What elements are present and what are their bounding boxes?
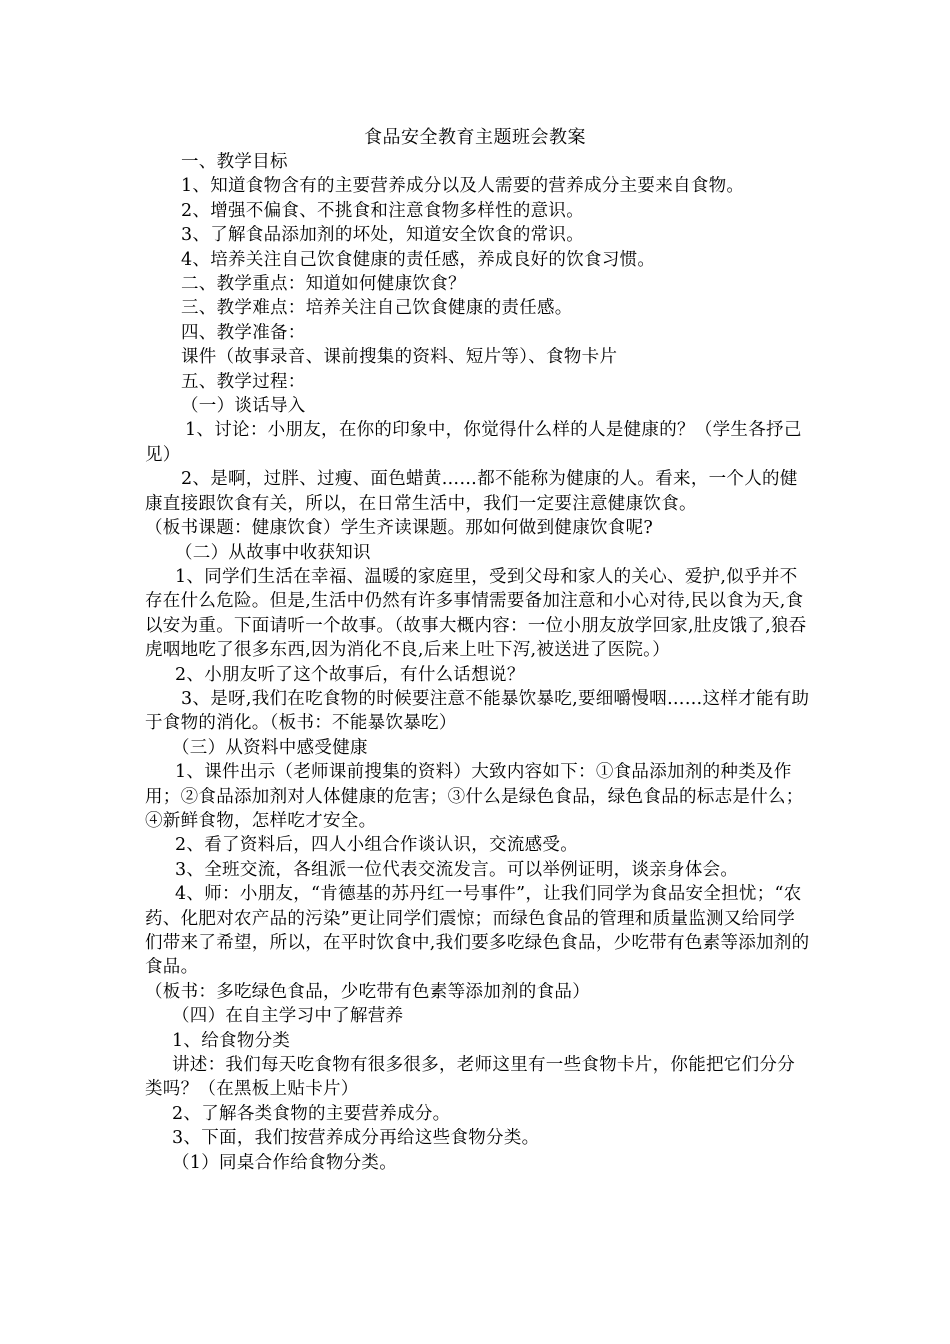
paragraph-teacher-remarks: 4、师：小朋友，“肯德基的苏丹红一号事件”，让我们同学为食品安全担忧；“农药、化肥对农产品的污染”更让同学们震惊；而绿色食品的管理和质量监测又给同学们带来了希望，所以，在平时饮食中,我们要多吃绿色食品，少吃带有色素等添加剂的食品。 [145,884,810,978]
paragraph-healthy-diet: 2、是啊，过胖、过瘦、面色蜡黄……都不能称为健康的人。看来，一个人的健康直接跟饮食有关，所以，在日常生活中，我们一定要注意健康饮食。 [145,469,798,514]
paragraph-courseware: 1、课件出示（老师课前搜集的资料）大致内容如下：①食品添加剂的种类及作用；②食品添加剂对人体健康的危害；③什么是绿色食品，绿色食品的标志是什么；④新鲜食物，怎样吃才安全。 [145,762,804,831]
preparation-materials: 课件（故事录音、课前搜集的资料、短片等）、食物卡片 [181,347,618,368]
section-heading-process: 五、教学过程： [181,371,306,392]
section-heading-key-points: 二、教学重点：知道如何健康饮食？ [181,274,466,295]
objective-item-4: 4、培养关注自己饮食健康的责任感，养成良好的饮食习惯。 [181,249,656,270]
paragraph-pair-work: （1）同桌合作给食物分类。 [172,1152,398,1173]
subsection-heading-nutrition: （四）在自主学习中了解营养 [172,1006,404,1027]
subsection-heading-story: （二）从故事中收获知识 [175,542,371,563]
paragraph-narration: 讲述：我们每天吃食物有很多很多，老师这里有一些食物卡片，你能把它们分分类吗？（在黑板上贴卡片） [145,1055,795,1100]
objective-item-1: 1、知道食物含有的主要营养成分以及人需要的营养成分主要来自食物。 [181,176,745,197]
document-title: 食品安全教育主题班会教案 [364,127,586,148]
paragraph-reclassify: 3、下面，我们按营养成分再给这些食物分类。 [172,1128,540,1149]
paragraph-nutrients: 2、了解各类食物的主要营养成分。 [172,1103,451,1124]
objective-item-3: 3、了解食品添加剂的坏处，知道安全饮食的常识。 [181,225,585,246]
section-heading-difficulties: 三、教学难点：培养关注自己饮食健康的责任感。 [181,298,573,319]
paragraph-board-topic: （板书课题：健康饮食）学生齐读课题。那如何做到健康饮食呢? [145,518,654,539]
document-body [145,150,810,1175]
paragraph-class-exchange: 3、全班交流，各组派一位代表交流发言。可以举例证明，谈亲身体会。 [175,859,739,880]
objective-item-2: 2、增强不偏食、不挑食和注意食物多样性的意识。 [181,200,585,221]
subsection-heading-materials: （三）从资料中感受健康 [172,737,368,758]
paragraph-eating-slowly: 3、是呀,我们在吃食物的时候要注意不能暴饮暴吃,要细嚼慢咽……这样才能有助于食物的消化。（板书：不能暴饮暴吃） [145,688,810,734]
section-heading-objectives: 一、教学目标 [181,152,288,172]
paragraph-classify-food: 1、给食物分类 [172,1030,291,1051]
subsection-heading-intro: （一）谈话导入 [181,396,306,417]
section-heading-preparation: 四、教学准备： [181,322,306,343]
paragraph-discussion: 1、讨论：小朋友，在你的印象中，你觉得什么样的人是健康的？（学生各抒己见） [145,420,802,465]
paragraph-story: 1、同学们生活在幸福、温暖的家庭里，受到父母和家人的关心、爱护,似乎并不存在什么危险。但是,生活中仍然有许多事情需要备加注意和小心对待,民以食为天,食以安为重。下面请听一个故事。（故事大概内容：一位小朋友放学回家,肚皮饿了,狼吞虎咽地吃了很多东西,因为消化不良,后来上吐下泻,被送进了医院。） [145,566,807,661]
paragraph-board-green-food: （板书：多吃绿色食品，少吃带有色素等添加剂的食品） [145,981,590,1002]
paragraph-group-work: 2、看了资料后，四人小组合作谈认识，交流感受。 [175,835,579,856]
paragraph-story-question: 2、小朋友听了这个故事后，有什么话想说？ [175,664,525,685]
